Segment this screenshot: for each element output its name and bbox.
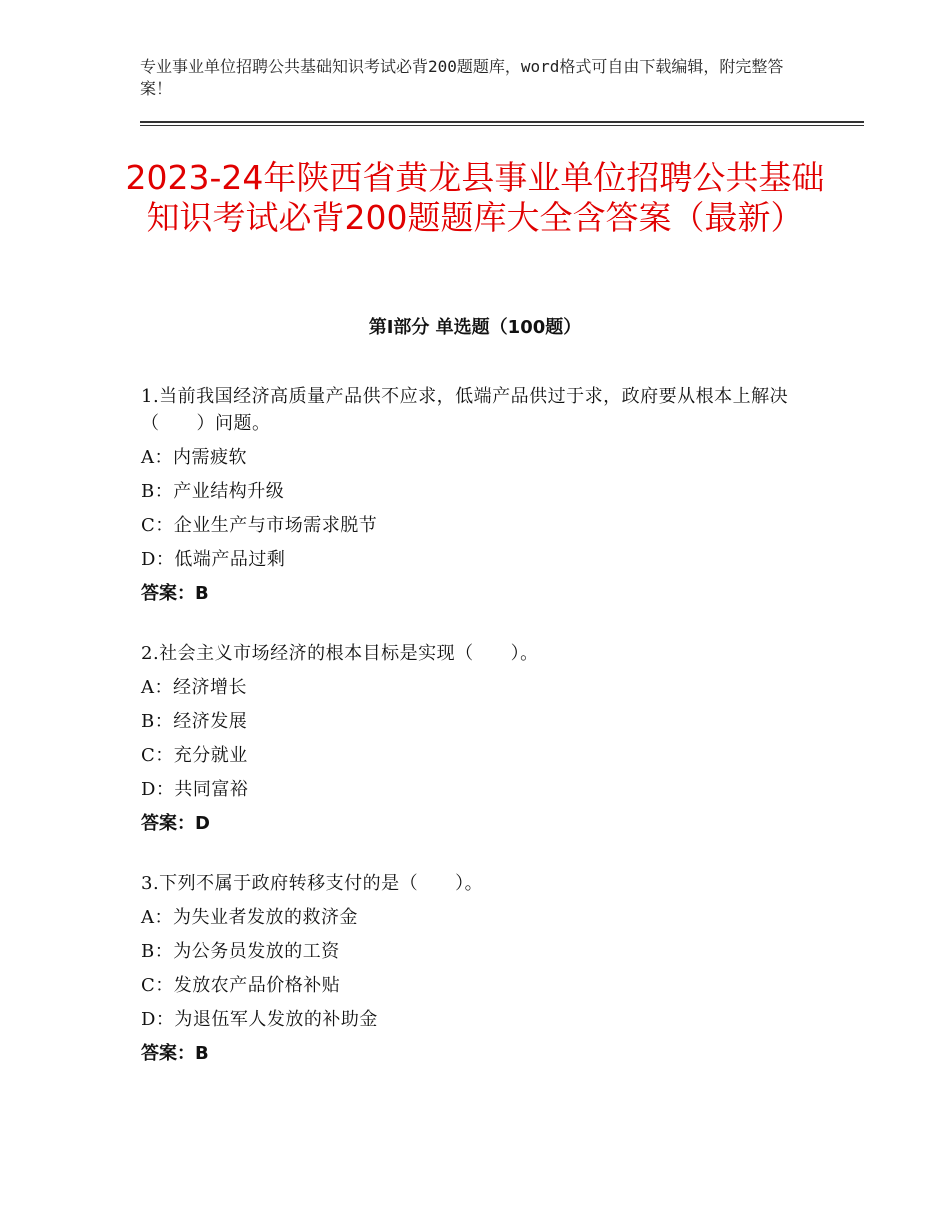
question-list [141,383,821,1100]
document-title: 2023-24年陕西省黄龙县事业单位招聘公共基础知识考试必背200题题库大全含答案（最新） [125,158,825,237]
question-1 [141,383,821,607]
question-stem: 1.当前我国经济高质量产品供不应求，低端产品供过于求，政府要从根本上解决（ ）问题。 [141,386,789,434]
question-3 [141,870,821,1067]
option-b: B：产业结构升级 [141,481,285,502]
option-c: C：充分就业 [141,745,248,766]
option-c: C：发放农产品价格补贴 [141,975,341,996]
option-c: C：企业生产与市场需求脱节 [141,515,378,536]
header-divider-thick [140,121,864,123]
header-note: 专业事业单位招聘公共基础知识考试必背200题题库，word格式可自由下载编辑，附完整答案！ [140,57,784,98]
answer: 答案：D [141,813,210,834]
header-divider-thin [140,125,864,126]
answer: 答案：B [141,1043,209,1064]
option-d: D：低端产品过剩 [141,549,286,570]
question-stem: 3.下列不属于政府转移支付的是（ ）。 [141,873,484,894]
option-a: A：经济增长 [141,677,247,698]
question-stem: 2.社会主义市场经济的根本目标是实现（ ）。 [141,643,539,664]
option-a: A：内需疲软 [141,447,247,468]
option-b: B：经济发展 [141,711,248,732]
option-d: D：为退伍军人发放的补助金 [141,1009,378,1030]
question-2 [141,640,821,837]
option-b: B：为公务员发放的工资 [141,941,340,962]
answer: 答案：B [141,583,209,604]
section-title: 第Ⅰ部分 单选题（100题） [368,317,582,338]
option-d: D：共同富裕 [141,779,249,800]
option-a: A：为失业者发放的救济金 [141,907,358,928]
